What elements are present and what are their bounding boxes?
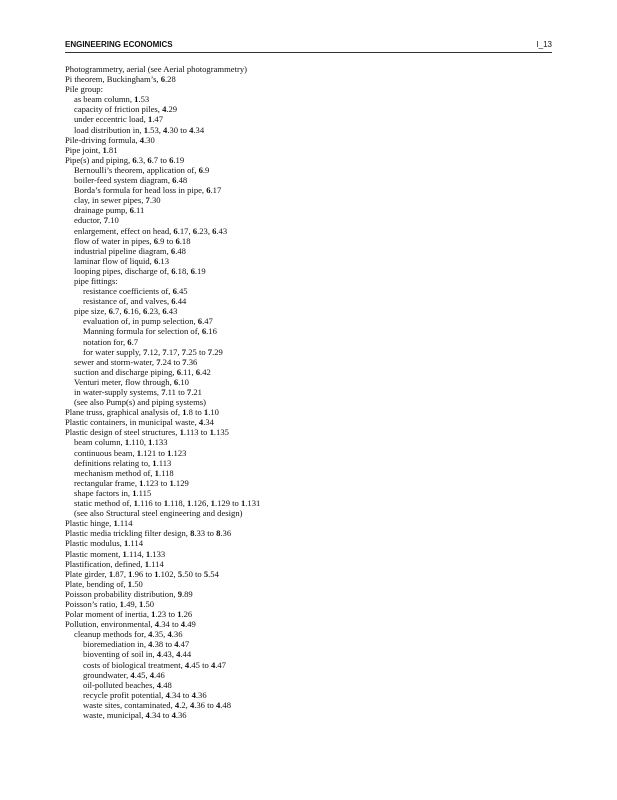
index-entry: Polar moment of inertia, 1.23 to 1.26 [65, 609, 193, 620]
index-entry: waste sites, contaminated, 4.2, 4.36 to 4.48 [83, 699, 232, 710]
index-entry: Pipe(s) and piping, 6.3, 6.7 to 6.19 [65, 154, 185, 165]
index-entry: capacity of friction piles, 4.29 [74, 104, 178, 115]
index-entry: Plane truss, graphical analysis of, 1.8 to 1.10 [65, 407, 219, 418]
index-entry: Poisson’s ratio, 1.49, 1.50 [65, 598, 155, 609]
index-entry: industrial pipeline diagram, 6.48 [74, 245, 186, 256]
index-entry: Pollution, environmental, 4.34 to 4.49 [65, 619, 196, 630]
index-entry: Plastic moment, 1.114, 1.133 [65, 548, 166, 559]
index-entry: pipe fittings: [74, 275, 118, 286]
index-entry: Plate, bending of, 1.50 [65, 578, 143, 589]
index-entry: for water supply, 7.12, 7.17, 7.25 to 7.29 [83, 346, 223, 357]
index-entry: Plastic containers, in municipal waste, 4.34 [65, 417, 214, 428]
index-entry: waste, municipal, 4.34 to 4.36 [83, 710, 187, 720]
index-entry: evaluation of, in pump selection, 6.47 [83, 316, 213, 327]
index-entry: Plastic design of steel structures, 1.113 to 1.135 [65, 427, 229, 438]
index-entry: continuous beam, 1.121 to 1.123 [74, 447, 187, 458]
index-entry: Manning formula for selection of, 6.16 [83, 326, 217, 337]
index-entry: Plastic hinge, 1.114 [65, 518, 133, 529]
index-entry: load distribution in, 1.53, 4.30 to 4.34 [74, 124, 205, 135]
index-entry: Pile-driving formula, 4.30 [65, 134, 155, 145]
index-entry: eductor, 7.10 [74, 215, 119, 226]
index-entry: Pi theorem, Buckingham’s, 6.28 [65, 74, 176, 85]
index-entry: Pipe joint, 1.81 [65, 144, 118, 155]
index-entry: Bernoulli’s theorem, application of, 6.9 [74, 164, 210, 175]
index-entry: (see also Pump(s) and piping systems) [74, 397, 206, 408]
running-header [65, 38, 552, 52]
index-entry: boiler-feed system diagram, 6.48 [74, 175, 188, 186]
index-entry: flow of water in pipes, 6.9 to 6.18 [74, 235, 191, 246]
index-entry: looping pipes, discharge of, 6.18, 6.19 [74, 265, 206, 276]
index-entry: laminar flow of liquid, 6.13 [74, 255, 170, 266]
index-entry: suction and discharge piping, 6.11, 6.42 [74, 366, 211, 377]
header-rule [65, 52, 552, 53]
index-entry: enlargement, effect on head, 6.17, 6.23, 6.43 [74, 225, 228, 236]
index-entry: sewer and storm-water, 7.24 to 7.36 [74, 356, 198, 367]
index-entry: clay, in sewer pipes, 7.30 [74, 195, 161, 206]
index-entry: under eccentric load, 1.47 [74, 114, 164, 125]
index-entry: Plastic modulus, 1.114 [65, 538, 143, 549]
index-entry: recycle profit potential, 4.34 to 4.36 [83, 689, 207, 700]
index-entry: Plastification, defined, 1.114 [65, 558, 164, 569]
index-entry: definitions relating to, 1.113 [74, 457, 172, 468]
index-entry: bioremediation in, 4.38 to 4.47 [83, 639, 190, 650]
index-entry: oil-polluted beaches, 4.48 [83, 679, 172, 690]
index-entry: shape factors in, 1.115 [74, 487, 152, 498]
index-entries [65, 64, 535, 720]
index-entry: cleanup methods for, 4.35, 4.36 [74, 629, 183, 640]
index-entry: resistance coefficients of, 6.45 [83, 286, 188, 297]
page-number: I_13 [536, 40, 552, 49]
index-entry: Photogrammetry, aerial (see Aerial photogrammetry) [65, 64, 247, 74]
index-entry: static method of, 1.116 to 1.118, 1.126, 1.129 to 1.131 [74, 498, 261, 509]
index-entry: mechanism method of, 1.118 [74, 467, 174, 478]
index-entry: (see also Structural steel engineering and design) [74, 508, 243, 519]
index-entry: notation for, 6.7 [83, 336, 139, 347]
index-entry: rectangular frame, 1.123 to 1.129 [74, 477, 189, 488]
index-entry: Venturi meter, flow through, 6.10 [74, 376, 189, 387]
index-entry: resistance of, and valves, 6.44 [83, 296, 187, 307]
index-entry: as beam column, 1.53 [74, 94, 150, 105]
running-title: ENGINEERING ECONOMICS [65, 40, 173, 49]
index-entry: costs of biological treatment, 4.45 to 4.47 [83, 659, 226, 670]
index-entry: Pile group: [65, 84, 103, 95]
index-entry: Plastic media trickling filter design, 8.33 to 8.36 [65, 528, 232, 539]
index-entry: Plate girder, 1.87, 1.96 to 1.102, 5.50 to 5.54 [65, 568, 219, 579]
index-entry: groundwater, 4.45, 4.46 [83, 669, 165, 680]
index-entry: Borda’s formula for head loss in pipe, 6.17 [74, 185, 222, 196]
index-entry: drainage pump, 6.11 [74, 205, 145, 216]
index-entry: beam column, 1.110, 1.133 [74, 437, 168, 448]
index-entry: pipe size, 6.7, 6.16, 6.23, 6.43 [74, 306, 178, 317]
index-entry: in water-supply systems, 7.11 to 7.21 [74, 387, 202, 397]
index-entry: bioventing of soil in, 4.43, 4.44 [83, 649, 192, 660]
index-entry: Poisson probability distribution, 9.89 [65, 588, 193, 599]
